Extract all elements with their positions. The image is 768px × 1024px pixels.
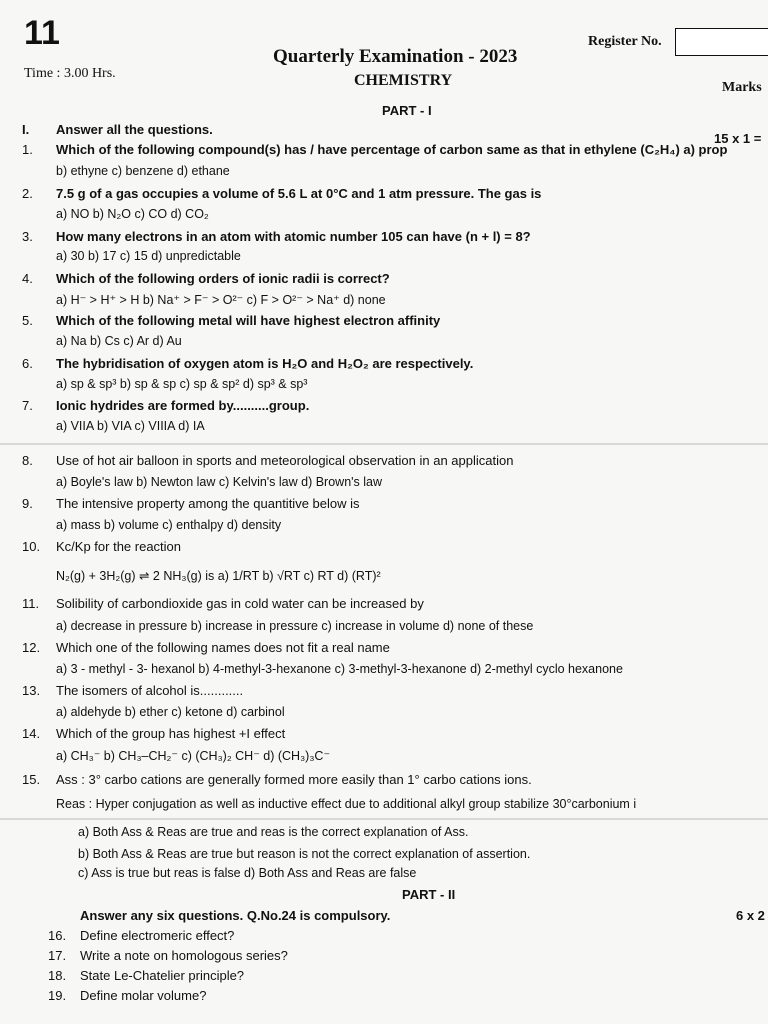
question-number: 11. <box>22 596 40 611</box>
part2-marks-note: 6 x 2 <box>736 908 765 923</box>
question-number: 12. <box>22 640 41 655</box>
question-text: Solibility of carbondioxide gas in cold water can be increased by <box>56 596 424 611</box>
question-text: 7.5 g of a gas occupies a volume of 5.6 L at 0°C and 1 atm pressure. The gas is <box>56 186 542 201</box>
question-text: Which of the following compound(s) has / have percentage of carbon same as that in ethylene (C₂H₄) a) prop <box>56 142 728 157</box>
question-text: Which of the following orders of ionic radii is correct? <box>56 271 390 286</box>
question-options: a) 30 b) 17 c) 15 d) unpredictable <box>56 249 241 263</box>
question-number: 1. <box>22 142 33 157</box>
question-number: 6. <box>22 356 33 371</box>
question-text: Use of hot air balloon in sports and meteorological observation in an application <box>56 453 514 468</box>
question-text: Which one of the following names does not fit a real name <box>56 640 390 655</box>
question-number: 7. <box>22 398 33 413</box>
question-text: The hybridisation of oxygen atom is H₂O and H₂O₂ are respectively. <box>56 356 474 371</box>
subject-title: CHEMISTRY <box>354 72 453 89</box>
question-number: 2. <box>22 186 33 201</box>
question-text: The isomers of alcohol is............ <box>56 683 244 698</box>
section-number: I. <box>22 122 30 137</box>
question-options: a) 3 - methyl - 3- hexanol b) 4-methyl-3-hexanone c) 3-methyl-3-hexanone d) 2-methyl cyclo hexanone <box>56 662 623 676</box>
question-number: 3. <box>22 229 33 244</box>
question-options: a) NO b) N₂O c) CO d) CO₂ <box>56 207 209 221</box>
question-text: Which of the group has highest +I effect <box>56 726 286 741</box>
question-text: Ionic hydrides are formed by..........group. <box>56 398 310 413</box>
marks-label: Marks <box>722 80 762 95</box>
question-options: N₂(g) + 3H₂(g) ⇌ 2 NH₃(g) is a) 1/RT b) √RT c) RT d) (RT)² <box>56 569 381 583</box>
question-options: a) decrease in pressure b) increase in pressure c) increase in volume d) none of these <box>56 619 534 633</box>
register-label: Register No. <box>588 34 662 49</box>
exam-title: Quarterly Examination - 2023 <box>273 46 518 67</box>
question-number: 13. <box>22 683 41 698</box>
question-options: a) mass b) volume c) enthalpy d) density <box>56 518 282 532</box>
question-text: Define electromeric effect? <box>80 928 235 943</box>
page-number: 11 <box>24 14 60 52</box>
question-text: Write a note on homologous series? <box>80 948 288 963</box>
question-options: a) CH₃⁻ b) CH₃–CH₂⁻ c) (CH₃)₂ CH⁻ d) (CH₃)₃C⁻ <box>56 749 331 763</box>
question-text: Kc/Kp for the reaction <box>56 539 182 554</box>
question-text: The intensive property among the quantitive below is <box>56 496 360 511</box>
question-options: a) Na b) Cs c) Ar d) Au <box>56 334 182 348</box>
question-number: 16. <box>48 928 67 943</box>
question-number: 10. <box>22 539 41 554</box>
question-number: 5. <box>22 313 33 328</box>
question-number: 18. <box>48 968 67 983</box>
q15-choice-b: b) Both Ass & Reas are true but reason is not the correct explanation of assertion. <box>78 847 531 861</box>
question-options: a) H⁻ > H⁺ > H b) Na⁺ > F⁻ > O²⁻ c) F > O²⁻ > Na⁺ d) none <box>56 293 386 307</box>
question-text: Define molar volume? <box>80 988 207 1003</box>
question-options: a) Boyle's law b) Newton law c) Kelvin's law d) Brown's law <box>56 475 383 489</box>
question-options: b) ethyne c) benzene d) ethane <box>56 164 230 178</box>
question-number: 19. <box>48 988 67 1003</box>
part1-marks-note: 15 x 1 = <box>714 131 762 146</box>
question-number: 14. <box>22 726 41 741</box>
question-options: a) aldehyde b) ether c) ketone d) carbinol <box>56 705 285 719</box>
page-fold <box>0 443 768 445</box>
question-number: 17. <box>48 948 67 963</box>
part1-title: PART - I <box>382 103 432 118</box>
part2-title: PART - II <box>402 887 456 902</box>
question-text: State Le-Chatelier principle? <box>80 968 245 983</box>
question-text: Ass : 3° carbo cations are generally formed more easily than 1° carbo cations ions. <box>56 772 532 787</box>
part1-instruction: Answer all the questions. <box>56 122 213 137</box>
time-label: Time : 3.00 Hrs. <box>24 66 116 81</box>
q15-choice-c-d: c) Ass is true but reas is false d) Both Ass and Reas are false <box>78 866 417 880</box>
question-number: 15. <box>22 772 41 787</box>
q15-choice-a: a) Both Ass & Reas are true and reas is the correct explanation of Ass. <box>78 825 469 839</box>
question-number: 9. <box>22 496 33 511</box>
question-number: 4. <box>22 271 33 286</box>
register-number-box <box>675 28 768 56</box>
question-text: How many electrons in an atom with atomic number 105 can have (n + l) = 8? <box>56 229 531 244</box>
question-options: a) VIIA b) VIA c) VIIIA d) IA <box>56 419 205 433</box>
question-number: 8. <box>22 453 33 468</box>
question-options: a) sp & sp³ b) sp & sp c) sp & sp² d) sp³ & sp³ <box>56 377 308 391</box>
question-options: Reas : Hyper conjugation as well as inductive effect due to additional alkyl group stabilize 30°carbonium i <box>56 797 637 811</box>
question-text: Which of the following metal will have highest electron affinity <box>56 313 441 328</box>
page-fold <box>0 818 768 820</box>
part2-instruction: Answer any six questions. Q.No.24 is compulsory. <box>80 908 391 923</box>
